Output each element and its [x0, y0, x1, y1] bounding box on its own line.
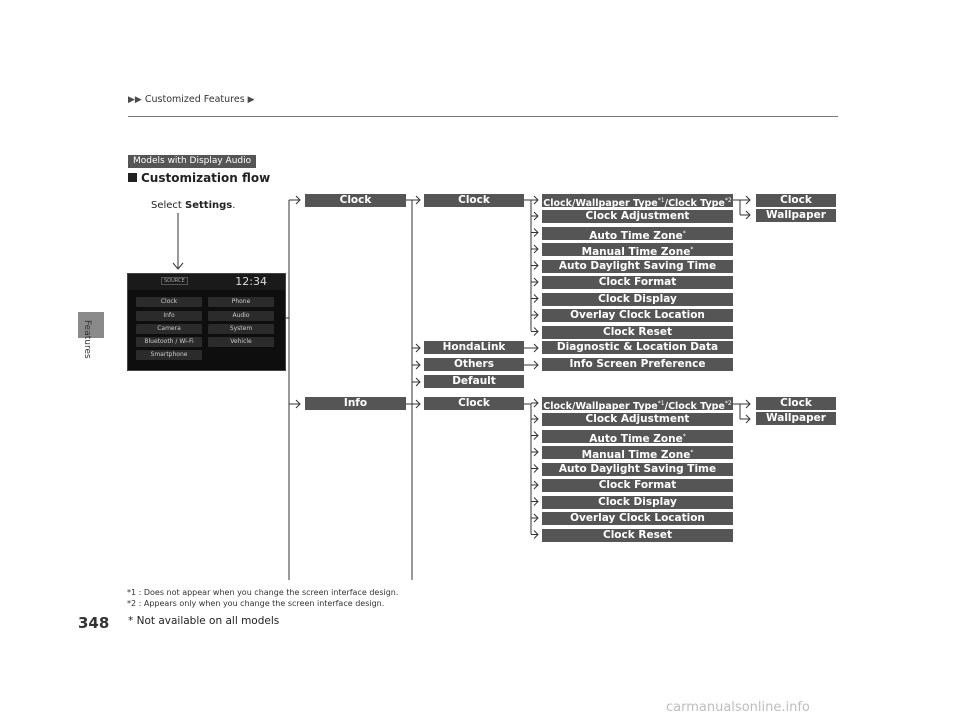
breadcrumb-arrow-icon: ▶ [247, 95, 255, 105]
model-badge: Models with Display Audio [128, 155, 256, 168]
note-marker: *1 [657, 197, 665, 204]
flow-clock-type: Clock/Wallpaper Type$^{*1}$/Clock Type$^{*2}$ [542, 397, 733, 410]
flow-setting-manual-time-zone: Manual Time Zone* [542, 446, 733, 459]
display-audio-screen [127, 273, 286, 371]
screen-menu-bluetooth[interactable]: Bluetooth / Wi-Fi [136, 337, 202, 347]
flow-option-wallpaper: Wallpaper [756, 209, 836, 222]
flow-clock-level2: Clock [424, 194, 524, 207]
select-prefix: Select [151, 200, 186, 211]
note-marker: *1 [657, 400, 665, 407]
flow-setting-clock-adjustment: Clock Adjustment [542, 210, 733, 223]
section-title-text: Customization flow [141, 171, 271, 185]
type-b: Clock Type [668, 198, 725, 207]
breadcrumb-arrow-icon: ▶▶ [128, 95, 142, 105]
flow-others: Others [424, 358, 524, 371]
flow-setting-auto-daylight-saving-time: Auto Daylight Saving Time [542, 463, 733, 476]
screen-status-bar [128, 274, 285, 290]
flow-info-screen-preference: Info Screen Preference [542, 358, 733, 371]
screen-menu-system[interactable]: System [208, 324, 274, 334]
screen-source-button[interactable]: SOURCE [161, 277, 188, 285]
flow-setting-clock-reset: Clock Reset [542, 529, 733, 542]
screen-clock: 12:34 [235, 275, 267, 288]
flow-setting-clock-display: Clock Display [542, 496, 733, 509]
page-number: 348 [78, 614, 110, 632]
screen-menu-vehicle[interactable]: Vehicle [208, 337, 274, 347]
flow-option-wallpaper: Wallpaper [756, 412, 836, 425]
flow-default: Default [424, 375, 524, 388]
type-a: Clock/Wallpaper Type [543, 198, 658, 207]
flow-setting-clock-display: Clock Display [542, 293, 733, 306]
availability-note: * Not available on all models [128, 615, 280, 627]
flow-setting-clock-adjustment: Clock Adjustment [542, 413, 733, 426]
sidebar-label: Features [82, 320, 92, 359]
screen-menu-audio[interactable]: Audio [208, 311, 274, 321]
note-marker: *2 [724, 400, 732, 407]
flow-setting-clock-format: Clock Format [542, 479, 733, 492]
select-suffix: . [232, 200, 236, 211]
flow-option-clock: Clock [756, 397, 836, 410]
flow-info-level1: Info [305, 397, 406, 410]
footnote-1: *1 : Does not appear when you change the screen interface design. [127, 588, 399, 597]
flow-hondalink: HondaLink [424, 341, 524, 354]
breadcrumb-section[interactable]: Customized Features [144, 94, 245, 105]
screen-menu-camera[interactable]: Camera [136, 324, 202, 334]
flow-clock-level1: Clock [305, 194, 406, 207]
type-a: Clock/Wallpaper Type [543, 401, 658, 410]
flow-setting-auto-time-zone: Auto Time Zone* [542, 227, 733, 240]
flow-diagnostic-location: Diagnostic & Location Data [542, 341, 733, 354]
flow-setting-overlay-clock-location: Overlay Clock Location [542, 309, 733, 322]
footnote-2: *2 : Appears only when you change the screen interface design. [127, 599, 385, 608]
screen-menu-clock[interactable]: Clock [136, 297, 202, 307]
screen-menu-info[interactable]: Info [136, 311, 202, 321]
flow-setting-manual-time-zone: Manual Time Zone* [542, 243, 733, 256]
type-b: Clock Type [668, 401, 725, 410]
flow-setting-clock-reset: Clock Reset [542, 326, 733, 339]
screen-menu-smartphone[interactable]: Smartphone [136, 350, 202, 360]
watermark: carmanualsonline.info [666, 700, 810, 715]
flow-option-clock: Clock [756, 194, 836, 207]
flow-info-clock: Clock [424, 397, 524, 410]
flow-setting-auto-time-zone: Auto Time Zone* [542, 430, 733, 443]
flow-setting-overlay-clock-location: Overlay Clock Location [542, 512, 733, 525]
screen-menu-phone[interactable]: Phone [208, 297, 274, 307]
select-emphasis: Settings [185, 200, 233, 211]
flow-setting-clock-format: Clock Format [542, 276, 733, 289]
flow-setting-auto-daylight-saving-time: Auto Daylight Saving Time [542, 260, 733, 273]
note-marker: *2 [724, 197, 732, 204]
flow-clock-type: Clock/Wallpaper Type$^{*1}$/Clock Type$^{*2}$ [542, 194, 733, 207]
